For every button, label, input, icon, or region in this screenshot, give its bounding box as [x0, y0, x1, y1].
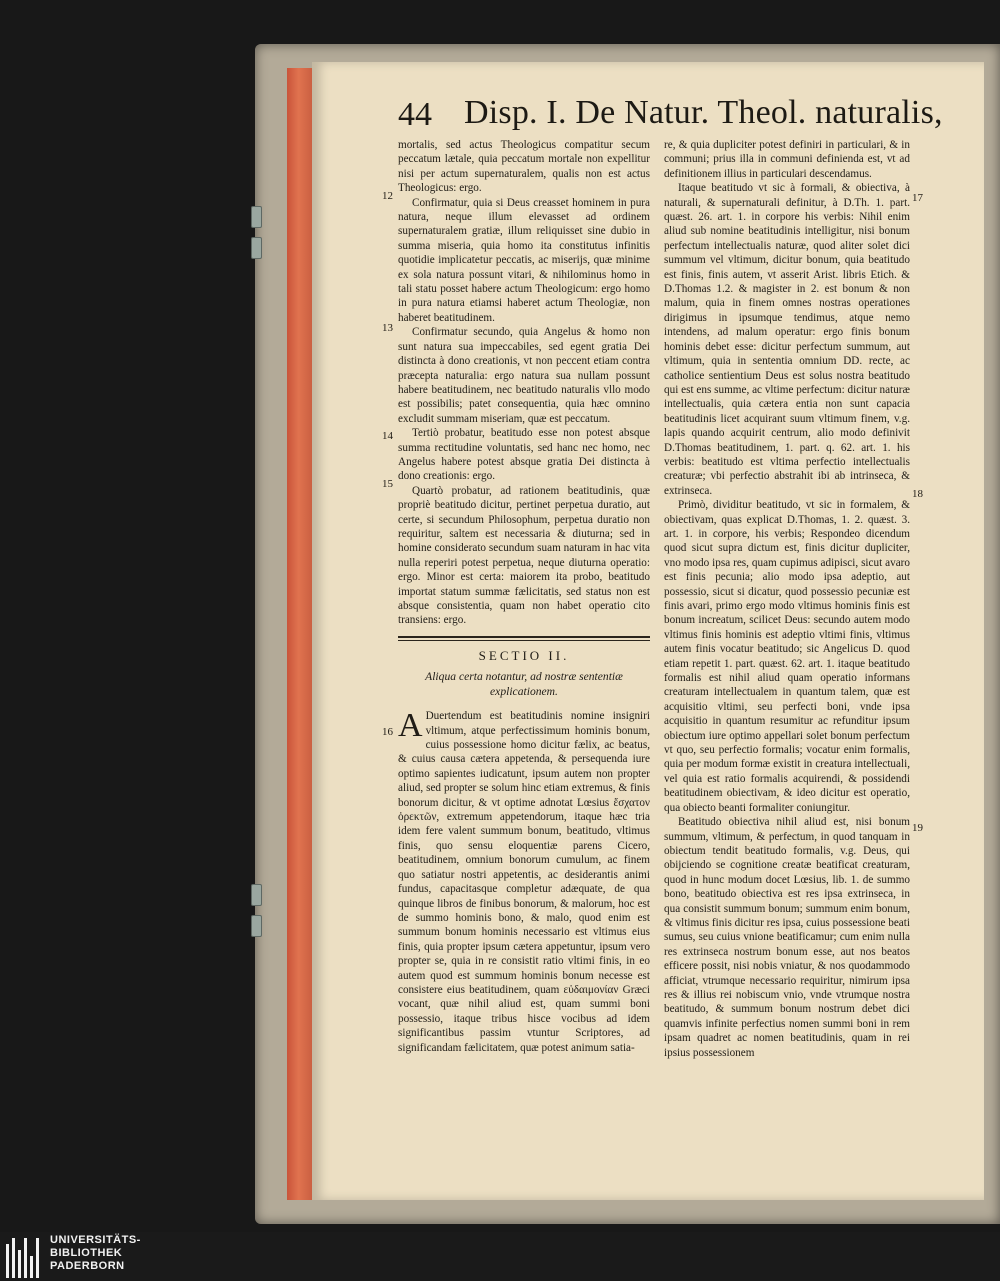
paragraph: re, & quia dupliciter potest definiri in particulari, & in communi; prius illa in communi definienda est, vt ad definitionem illius in particulari descendamus. [664, 139, 910, 180]
paragraph: Quartò probatur, ad rationem beatitudinis, quæ propriè beatitudo dicitur, pertinet perpetua duratio, aut certe, si secundum Philosophum, perpetua duratio non requiritur, saltem est necessaria & diuturna; sed in homine considerato secundum suam naturam in hac vita nulla reperiri potest perpetua, neque diuturna operatio: ergo. Minor est certa: maiorem ita probo, beatitudo importat statum summæ fælicitatis, sed status non est absque consistentia, quam non habet operatio cito transiens: ergo. [398, 484, 650, 627]
margin-number: 19 [912, 822, 923, 834]
library-name [50, 1234, 141, 1273]
library-name-line: UNIVERSITÄTS- [50, 1234, 141, 1246]
margin-number: 18 [912, 488, 923, 500]
running-title: Disp. I. De Natur. Theol. naturalis, [464, 94, 943, 131]
left-column [398, 138, 650, 1055]
paragraph: Confirmatur secundo, quia Angelus & homo non sunt natura sua impeccabiles, sed egent gratia Dei distincta à dono creationis, vt non peccent etiam contra præcepta naturalia: ergo natura sua nullam possunt habere beatitudinem, nec beatitudo naturalis vllo modo est possibilis; patet consequentia, quia hæc omnino excludit summam miseriam, quæ est peccatum. [398, 326, 650, 425]
paragraph [398, 709, 650, 1055]
section-rule [398, 636, 650, 641]
paragraph: mortalis, sed actus Theologicus compatitur secum peccatum lætale, quia peccatum mortale non expellitur nisi per actum supernaturalem, qualis non est actus Theologicus: ergo. [398, 139, 650, 195]
clasp-icon [251, 915, 262, 937]
clasp-icon [251, 237, 262, 259]
margin-number: 15 [382, 478, 393, 490]
margin-number: 13 [382, 322, 393, 334]
library-name-line: PADERBORN [50, 1260, 125, 1272]
paragraph: Primò, dividitur beatitudo, vt sic in formalem, & obiectivam, quas explicat D.Thomas, 1. 2. quæst. 3. art. 1. in corpore, his verbis; Respondeo dicendum quod sicut supra dictum est, finis dicitur dupliciter, vno modo ipsa res, quam cupimus adipisci, sicut avaro est finis pecunia; alio modo ipsa adeptio, aut possessio, sicut si dicatur, quod possessio pecuniæ est finis avari, primo ergo modo vltimus hominis finis est bonum increatum, scilicet Deus: secundo autem modo vltimus finis hominis est adeptio vltimi finis, vltimus autem finis vocatur beatitudo; sic Angelicus D. quod etiam repetit 1. part. quæst. 62. art. 1. itaque beatitudo formalis est nihil aliud quam operatio informans creaturam intellectualem in quantum talem, quæ est acquisitio vltimi, seu perfecti boni, vnde ipsa acquisitio in quantum resumitur ac refunditur ipsum obiectum iure optimo appellari solet bonum perfectum vt quo, seu perfectio formalis; vocatur enim formalis, quia per modum formæ existit in creatura intellectuali, vel quia est ratio formalis acquirendi, & possidendi beatitudinem obiectivam, & ideo dicitur est operatio, qua obiecto beanti formaliter coniungitur. [664, 499, 910, 814]
margin-number: 12 [382, 190, 393, 202]
drop-capital: A [398, 707, 423, 745]
section-heading: SECTIO II. [478, 647, 570, 663]
paragraph: Itaque beatitudo vt sic à formali, & obiectiva, à naturali, & supernaturali definitur, à D.Th. 1. part. quæst. 26. art. 1. in corpore his verbis: Nihil enim aliud sub nomine beatitudinis intelligitur, nisi bonum perfectum intellectualis naturæ, quod aliter solet dici summum vel vltimum, dicitur bonum, quia beatitudo est finis, finis autem, vt asserit Arist. libris Etich. & D.Thomas 1.2. & magister in 2. est bonum & non malum, quia in finem omnes nostras operationes dirigimus in ipsumque tendimus, atque nemo intendens, ad malum operatur: ergo finis bonum hominis debet esse: dicitur perfectum summum, aut vltimum, quia in sententia omnium DD. recte, ac catholice sentientium Deus est solus nostra beatitudo qui est ens summe, ac vltime perfectum: dicitur naturæ intellectualis, quia cætera entia non sunt capacia beatitudinis licet acquirant suum vltimum finem, v.g. lapis quando acquirit centrum, alio modo definivit D.Thomas beatitudinem, 1. part. q. 62. art. 1. his verbis: beatitudo est vltima perfectio intellectualis creaturæ; vbi perfectio abstrahit ibi ab intrinseca, & extrinseca. [664, 182, 910, 497]
library-logo-icon [6, 1236, 46, 1278]
paragraph: Confirmatur, quia si Deus creasset hominem in pura natura, neque illum elevasset ad ordinem supernaturalem gratiæ, illum reliquisset sine dubio in summa miseria, quia homo ita constitutus infinitis quotidie implicatetur peccatis, ac miserijs, quæ minime ex sola natura possunt vitari, & nihilominus homo in tali statu posset habere actum Theologicum: ergo homo in pura natura etiamsi haberet actum Theologiæ, non haberet beatitudinem. [398, 196, 650, 324]
clasp-icon [251, 884, 262, 906]
running-header [398, 94, 943, 138]
section-subtitle: Aliqua certa notantur, ad nostræ sententiæ explicationem. [425, 670, 623, 699]
paragraph: Beatitudo obiectiva nihil aliud est, nisi bonum summum, vltimum, & perfectum, in quod tanquam in obiectum tendit beatitudo formalis, v.g. Deus, qui obijciendo se cognitione creatæ beatificat creaturam, quod in hunc modum docet Lœsius, lib. 1. de summo bono, beatitudo obiectiva est res ipsa extrinseca, in qua consistit summum bonum; summum enim bonum, & vltimus finis dicitur res ipsa, cuius possessione beati sumus, seu cuius vnione beatificamur; cum enim nulla res extrinseca nostrum bonum esse, aut nos beatos efficere possit, nisi nobis vniatur, & nos quodammodo afficiat, vtrumque necessario requiritur, nimirum ipsa res & illius rei nobiscum vnio, vnde vtrumque nostra beatitudo, & summum bonum nostrum debet dici quamvis infinite perfectius nomen summi boni in rem ipsam quadret ac nomen beatitudinis, quam in rei ipsius possessionem [664, 816, 910, 1059]
right-column [664, 138, 910, 1060]
library-name-line: BIBLIOTHEK [50, 1247, 123, 1259]
clasp-icon [251, 206, 262, 228]
margin-number: 17 [912, 192, 923, 204]
margin-number: 14 [382, 430, 393, 442]
page-number: 44 [398, 96, 432, 133]
paragraph: Tertiò probatur, beatitudo esse non potest absque summa rectitudine voluntatis, sed hanc nec homo, nec Angelus habere potest absque gratia Dei distincta à dono creationis: ergo. [398, 427, 650, 483]
library-footer-bar [0, 1232, 1000, 1281]
paragraph-text: Duertendum est beatitudinis nomine insigniri vltimum, atque perfectissimum hominis bonum, cuius possessione homo dicitur fælix, ac beatus, & cuius causa cætera appetenda, & persequenda iure optimo sapientes iudicatunt, ipsum autem non propter aliud, sed propter se solum hinc etiam extremus, & finis bonorum dicitur, & vt optime adnotat Lœsius ἔσχατον ὀρεκτῶν, extremum appetendorum, itaque hæc tria idem fere valent summum bonum, beatitudo, vltimus finis, quo sensu eloquentiæ parens Cicero, beatitudinem, omnium bonorum cumulum, ac finem quo satiatur nostri appetentis, ac desiderantis animi fundus, capacitasque completur adæquate, de qua quinque libros de finibus bonorum, & malorum, hoc est de summo hominis bono, & malo, quod enim est summum bonum hominis necessario est vltimus eius finis, quia propter ipsum cætera appetuntur, ipsum vero propter se, quia in re consistit ratio vltimi finis, in eo autem quod est summum hominis bonum necesse est consistere eius beatitudinem, quam εὐδαιμονίαν Græci vocant, quæ nihil aliud est, quam summi boni possessio, itaque tribus hisce vocibus ad idem significantibus passim vtuntur Scriptores, ad significandam fælicitatem, quæ potest animum satia- [398, 710, 650, 1054]
margin-number: 16 [382, 726, 393, 738]
